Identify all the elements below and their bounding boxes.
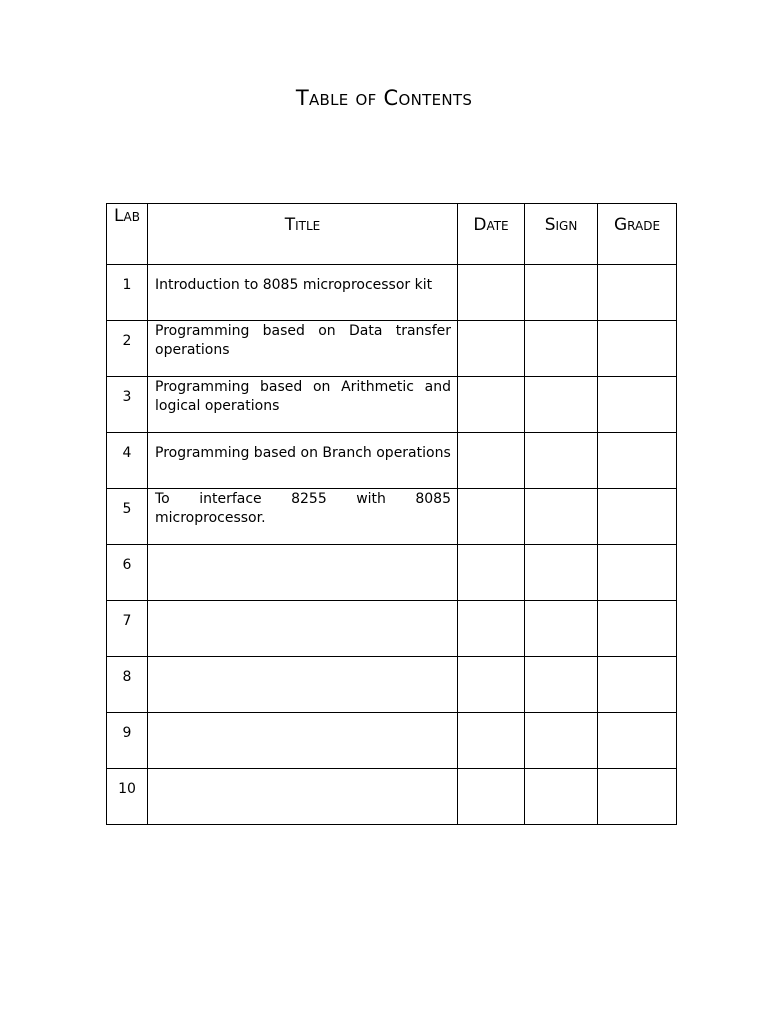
header-grade: Grade bbox=[613, 215, 661, 235]
lab-number: 2 bbox=[122, 333, 132, 349]
lab-title-cell bbox=[148, 657, 458, 713]
lab-number-cell bbox=[107, 489, 148, 545]
date-cell bbox=[458, 489, 525, 545]
date-cell bbox=[458, 601, 525, 657]
grade-cell bbox=[598, 265, 677, 321]
table-row bbox=[107, 769, 677, 825]
date-cell bbox=[458, 545, 525, 601]
lab-number: 8 bbox=[122, 669, 132, 685]
header-date-cell bbox=[458, 204, 525, 265]
lab-number-cell bbox=[107, 265, 148, 321]
page-title: Table of Contents bbox=[295, 86, 473, 110]
grade-cell bbox=[598, 433, 677, 489]
table-row bbox=[107, 489, 677, 545]
table-row bbox=[107, 433, 677, 489]
lab-number: 1 bbox=[122, 277, 132, 293]
lab-number-cell bbox=[107, 545, 148, 601]
lab-title: Programming based on Branch operations bbox=[155, 445, 451, 461]
table-row bbox=[107, 321, 677, 377]
header-title-cell bbox=[148, 204, 458, 265]
date-cell bbox=[458, 433, 525, 489]
grade-cell bbox=[598, 769, 677, 825]
header-grade-cell bbox=[598, 204, 677, 265]
date-cell bbox=[458, 713, 525, 769]
sign-cell bbox=[525, 769, 598, 825]
table-row bbox=[107, 657, 677, 713]
sign-cell bbox=[525, 321, 598, 377]
lab-title bbox=[148, 545, 457, 556]
lab-title: Introduction to 8085 microprocessor kit bbox=[155, 277, 433, 293]
date-cell bbox=[458, 769, 525, 825]
lab-number: 4 bbox=[122, 445, 132, 461]
lab-title: Programming based on Arithmetic and logical operations bbox=[155, 379, 451, 414]
header-sign-cell bbox=[525, 204, 598, 265]
grade-cell bbox=[598, 713, 677, 769]
table-row bbox=[107, 601, 677, 657]
grade-cell bbox=[598, 377, 677, 433]
lab-title-cell bbox=[148, 265, 458, 321]
header-lab-cell bbox=[107, 204, 148, 265]
lab-title-cell bbox=[148, 545, 458, 601]
header-sign: Sign bbox=[544, 215, 578, 235]
header-title: Title bbox=[284, 215, 321, 235]
header-lab: Lab bbox=[114, 206, 140, 226]
lab-number-cell bbox=[107, 321, 148, 377]
sign-cell bbox=[525, 433, 598, 489]
lab-number-cell bbox=[107, 769, 148, 825]
lab-number: 3 bbox=[122, 389, 132, 405]
date-cell bbox=[458, 657, 525, 713]
lab-number: 10 bbox=[118, 781, 136, 797]
date-cell bbox=[458, 321, 525, 377]
table-row bbox=[107, 545, 677, 601]
table-row bbox=[107, 265, 677, 321]
lab-number: 5 bbox=[122, 501, 132, 517]
sign-cell bbox=[525, 713, 598, 769]
table-row bbox=[107, 377, 677, 433]
lab-title: Programming based on Data transfer operations bbox=[155, 323, 451, 358]
lab-title-cell bbox=[148, 713, 458, 769]
lab-number-cell bbox=[107, 377, 148, 433]
contents-table bbox=[106, 203, 677, 825]
date-cell bbox=[458, 377, 525, 433]
lab-title bbox=[148, 713, 457, 724]
grade-cell bbox=[598, 601, 677, 657]
lab-title-cell bbox=[148, 377, 458, 433]
lab-title-cell bbox=[148, 433, 458, 489]
sign-cell bbox=[525, 657, 598, 713]
lab-number: 9 bbox=[122, 725, 132, 741]
table-row bbox=[107, 713, 677, 769]
lab-title bbox=[148, 769, 457, 780]
table-header-row bbox=[107, 204, 677, 265]
lab-title bbox=[148, 657, 457, 668]
header-date: Date bbox=[473, 215, 509, 235]
lab-title-cell bbox=[148, 321, 458, 377]
lab-number-cell bbox=[107, 657, 148, 713]
lab-number-cell bbox=[107, 713, 148, 769]
sign-cell bbox=[525, 377, 598, 433]
lab-title-cell bbox=[148, 601, 458, 657]
sign-cell bbox=[525, 265, 598, 321]
lab-title: To interface 8255 with 8085 microprocessor. bbox=[155, 491, 451, 526]
lab-number-cell bbox=[107, 601, 148, 657]
lab-title bbox=[148, 601, 457, 612]
lab-number: 7 bbox=[122, 613, 132, 629]
sign-cell bbox=[525, 489, 598, 545]
grade-cell bbox=[598, 489, 677, 545]
lab-title-cell bbox=[148, 489, 458, 545]
lab-number: 6 bbox=[122, 557, 132, 573]
date-cell bbox=[458, 265, 525, 321]
sign-cell bbox=[525, 545, 598, 601]
grade-cell bbox=[598, 657, 677, 713]
grade-cell bbox=[598, 545, 677, 601]
lab-title-cell bbox=[148, 769, 458, 825]
lab-number-cell bbox=[107, 433, 148, 489]
grade-cell bbox=[598, 321, 677, 377]
sign-cell bbox=[525, 601, 598, 657]
